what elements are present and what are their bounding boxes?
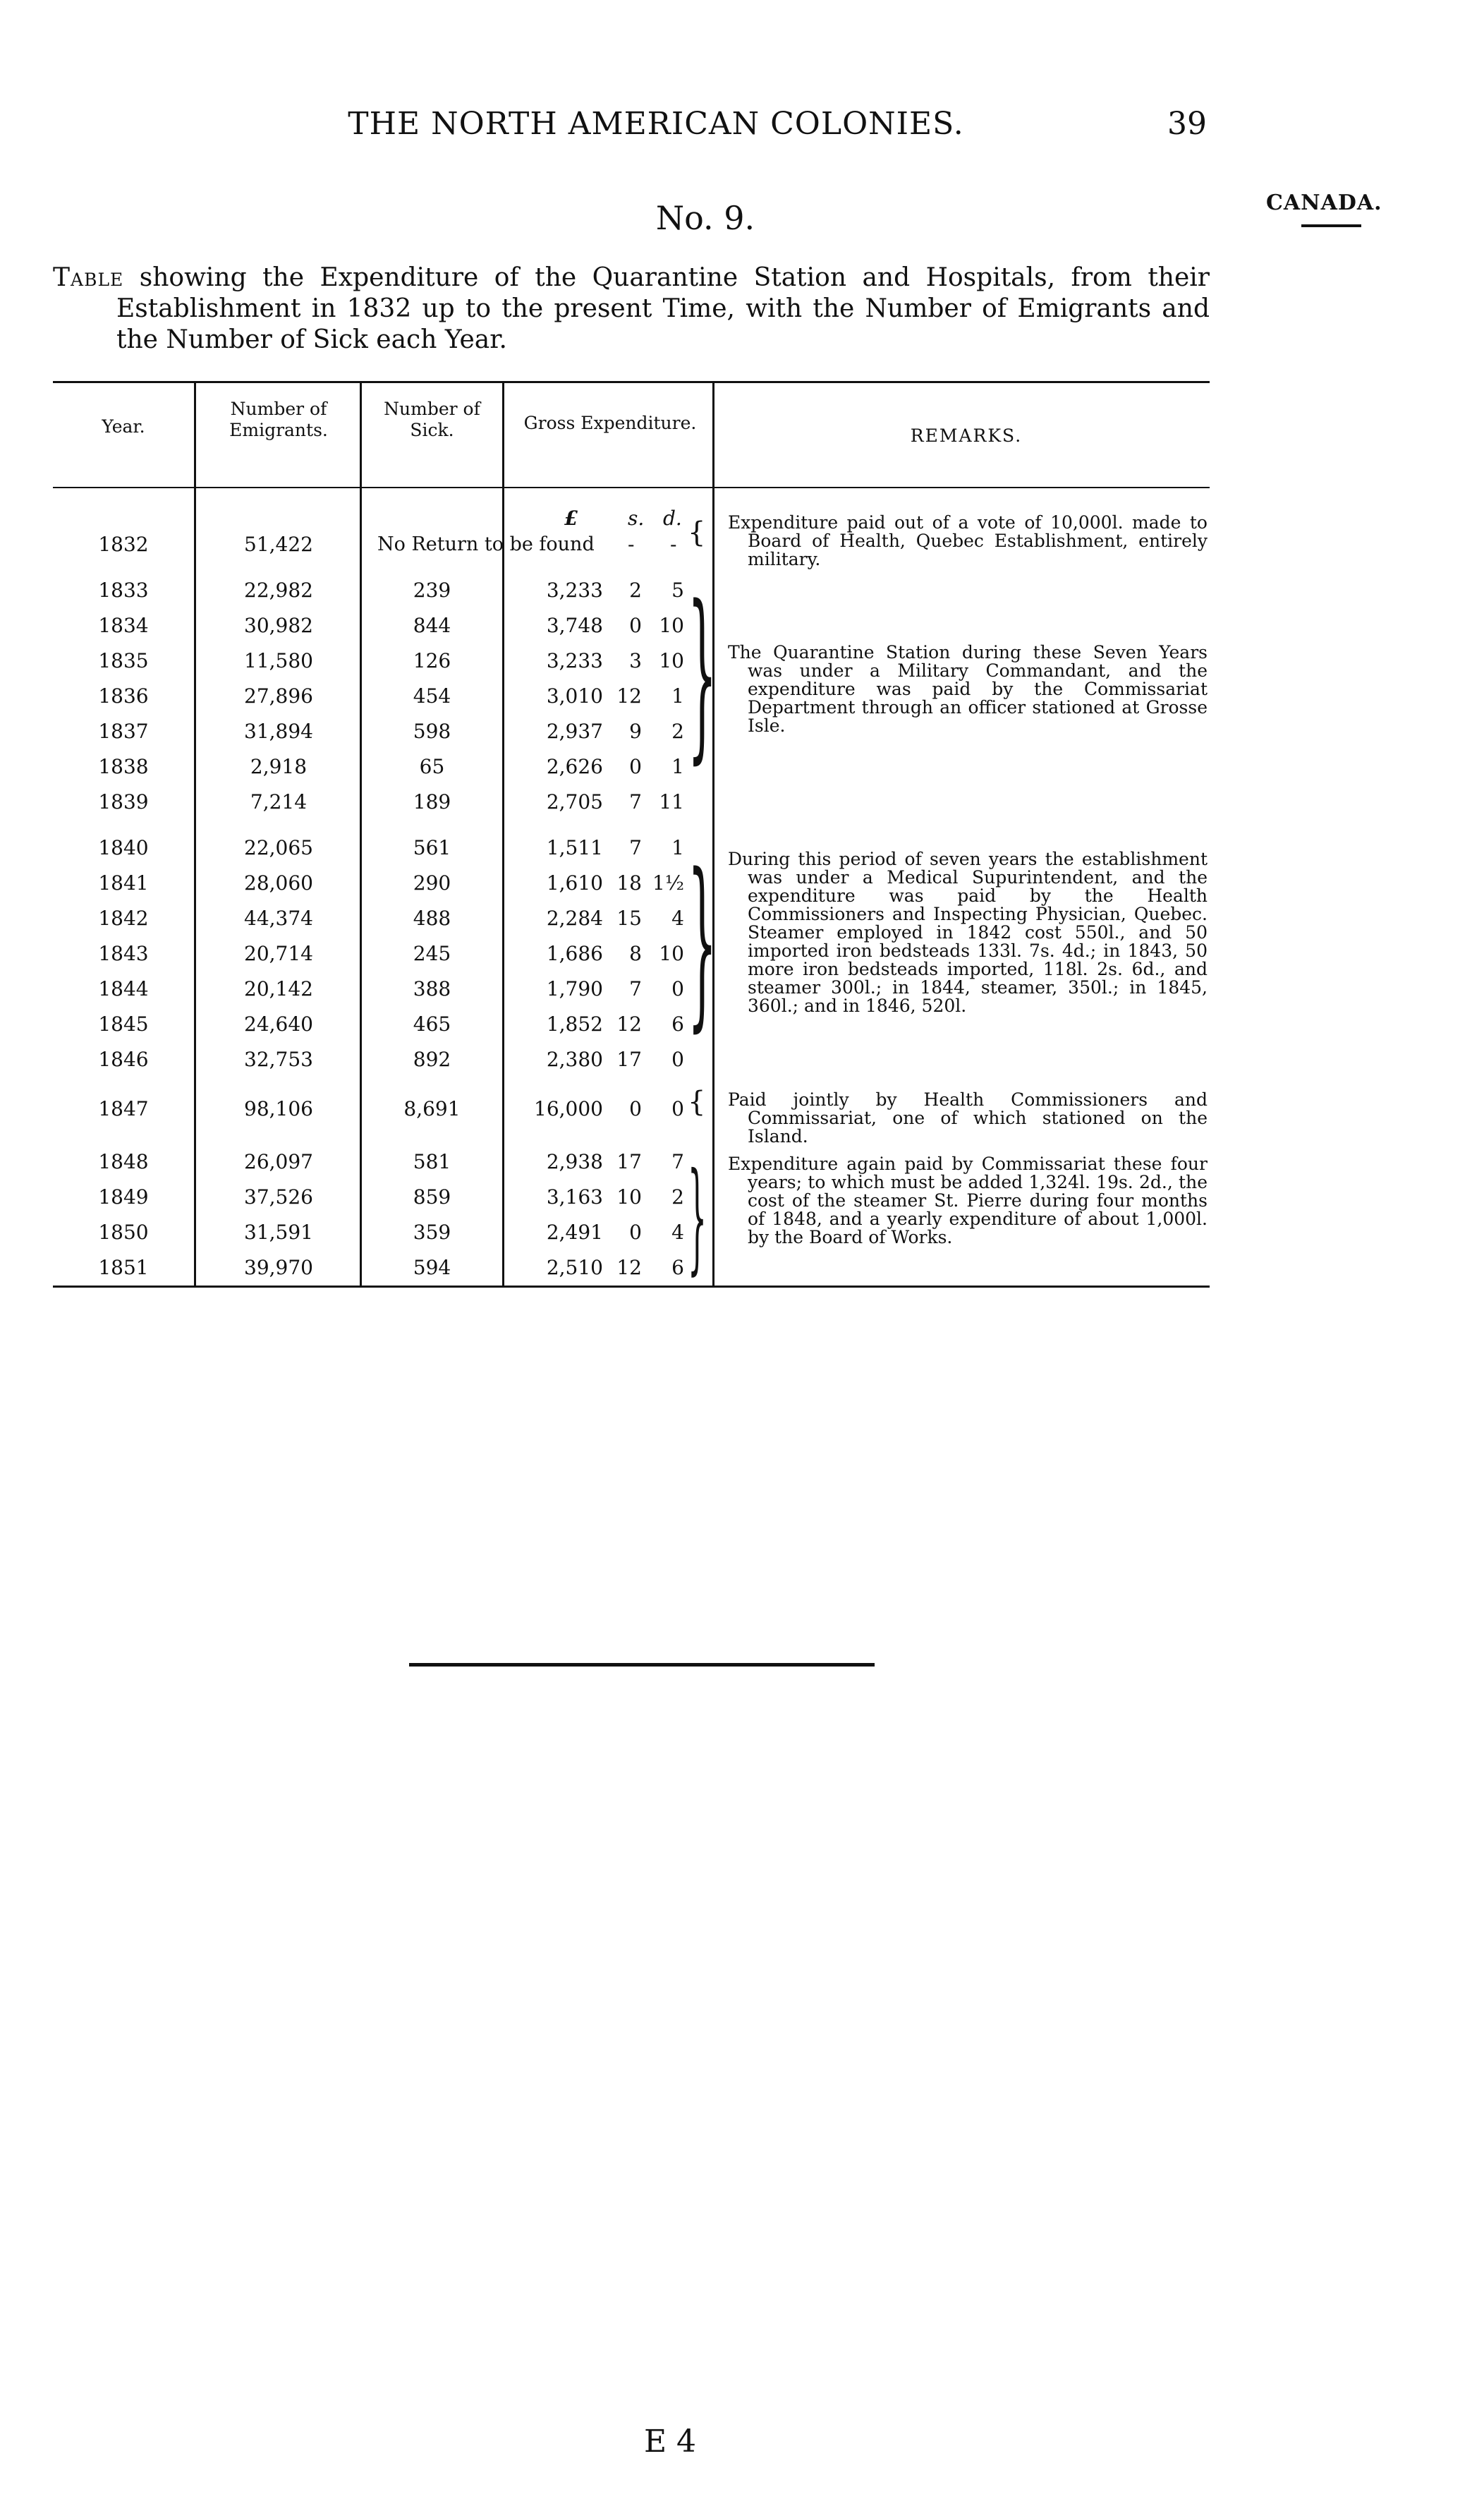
cell-sick: 65 [419,755,445,778]
cell-emigrants: 51,422 [244,533,313,556]
cell-pence: 10 [659,614,684,637]
cell-sick: 454 [413,684,451,708]
cell-emigrants: 20,714 [244,942,313,965]
brace-1848-1851: } [688,1147,707,1287]
cell-pence: 6 [671,1256,684,1279]
cell-emigrants: 20,142 [244,977,313,1000]
cell-year: 1842 [98,907,149,930]
caption-lead: Table [53,263,124,292]
currency-pence-label: d. [663,507,682,530]
brace-1840-1846: } [688,835,717,1048]
cell-pence: 0 [671,1097,684,1120]
cell-pence: 0 [671,977,684,1000]
header-bottom-rule [53,487,1210,488]
header-year: Year. [102,416,145,437]
cell-pounds: - [628,533,635,556]
column-divider [194,381,196,1286]
cell-pounds: 2,937 [546,720,603,743]
page-number: 39 [1167,106,1207,142]
cell-emigrants: 28,060 [244,871,313,895]
cell-pounds: 2,284 [546,907,603,930]
cell-pounds: 2,626 [546,755,603,778]
brace-1832: { [688,516,706,549]
cell-sick: 290 [413,871,451,895]
cell-shillings: 17 [616,1048,642,1071]
cell-pounds: 2,938 [546,1150,603,1173]
cell-pence: 10 [659,942,684,965]
cell-sick: 359 [413,1221,451,1244]
cell-shillings: 7 [629,977,642,1000]
column-divider [502,381,504,1286]
header-expenditure: Gross Expenditure. [523,413,697,433]
cell-year: 1841 [98,871,149,895]
table-top-rule [53,381,1210,383]
cell-shillings: 17 [616,1150,642,1173]
cell-pence: 11 [659,790,684,814]
cell-sick: 465 [413,1012,451,1036]
cell-sick: No Return to be found [377,533,595,555]
cell-emigrants: 11,580 [244,649,313,672]
table-number: No. 9. [655,199,755,237]
cell-year: 1834 [98,614,149,637]
cell-shillings: 2 [629,579,642,602]
cell-pence: 0 [671,1048,684,1071]
cell-emigrants: 24,640 [244,1012,313,1036]
cell-emigrants: 22,065 [244,836,313,859]
cell-sick: 189 [413,790,451,814]
remark-1847: Paid jointly by Health Commissioners and Commissariat, one of which stationed on the Island. [728,1089,1208,1147]
remark-1833-1839: The Quarantine Station during these Seven Years was under a Military Commandant, and the expenditure was paid by the Commissariat Department through an officer stationed at Grosse Isle. [728,642,1208,736]
cell-year: 1835 [98,649,149,672]
cell-emigrants: 37,526 [244,1185,313,1209]
cell-pence: 2 [671,720,684,743]
cell-shillings: 12 [616,1012,642,1036]
cell-pounds: 16,000 [534,1097,603,1120]
cell-sick: 859 [413,1185,451,1209]
cell-sick: 598 [413,720,451,743]
cell-sick: 561 [413,836,451,859]
brace-1833-1839: } [688,567,717,780]
cell-pence: 1 [671,684,684,708]
cell-year: 1845 [98,1012,149,1036]
cell-year: 1837 [98,720,149,743]
cell-sick: 239 [413,579,451,602]
cell-emigrants: 39,970 [244,1256,313,1279]
cell-pounds: 3,748 [546,614,603,637]
cell-pounds: 1,852 [546,1012,603,1036]
cell-shillings: 15 [616,907,642,930]
bottom-rule [409,1663,875,1667]
cell-pence: 2 [671,1185,684,1209]
cell-year: 1850 [98,1221,149,1244]
cell-shillings: 12 [616,1256,642,1279]
header-emigrants: Number of Emigrants. [229,399,328,440]
cell-shillings: 7 [629,836,642,859]
cell-shillings: 0 [629,1221,642,1244]
cell-emigrants: 31,591 [244,1221,313,1244]
currency-pounds-label: £ [564,507,578,530]
cell-year: 1851 [98,1256,149,1279]
cell-shillings: 0 [629,614,642,637]
caption-text: showing the Expenditure of the Quarantine Station and Hospitals, from their Establishment in 1832 up to the present Time, with the Number of Emigrants and the Number of Sick each Year. [116,263,1210,354]
remark-1848-1851: Expenditure again paid by Commissariat these four years; to which must be added 1,324l. 19s. 2d., the cost of the steamer St. Pierre during four months of 1848, and a yearly expenditure of about 1,000l. by the Board of Works. [728,1154,1208,1247]
cell-emigrants: 26,097 [244,1150,313,1173]
signature-mark: E 4 [643,2424,697,2460]
cell-year: 1832 [98,533,149,556]
cell-shillings: 0 [629,755,642,778]
cell-sick: 245 [413,942,451,965]
cell-shillings: 0 [629,1097,642,1120]
cell-pounds: 2,510 [546,1256,603,1279]
cell-pence: 1 [671,836,684,859]
cell-year: 1847 [98,1097,149,1120]
cell-shillings: 7 [629,790,642,814]
cell-pence: 5 [671,579,684,602]
cell-pounds: 1,686 [546,942,603,965]
cell-emigrants: 27,896 [244,684,313,708]
cell-year: 1840 [98,836,149,859]
cell-sick: 8,691 [403,1097,461,1120]
cell-year: 1838 [98,755,149,778]
cell-emigrants: 30,982 [244,614,313,637]
cell-emigrants: 32,753 [244,1048,313,1071]
cell-sick: 388 [413,977,451,1000]
side-note-underline [1301,224,1361,227]
cell-pence: 4 [671,907,684,930]
cell-pounds: 2,491 [546,1221,603,1244]
column-divider [360,381,362,1286]
cell-pence: 6 [671,1012,684,1036]
cell-sick: 488 [413,907,451,930]
cell-year: 1849 [98,1185,149,1209]
cell-emigrants: 44,374 [244,907,313,930]
table-bottom-rule [53,1286,1210,1288]
cell-sick: 844 [413,614,451,637]
brace-1847: { [688,1086,706,1118]
cell-pounds: 2,380 [546,1048,603,1071]
cell-pounds: 3,233 [546,649,603,672]
cell-shillings: 8 [629,942,642,965]
header-sick: Number of Sick. [384,399,480,440]
cell-pence: 10 [659,649,684,672]
cell-emigrants: 31,894 [244,720,313,743]
cell-pounds: 1,610 [546,871,603,895]
cell-pence: - [670,533,677,556]
cell-pounds: 3,010 [546,684,603,708]
cell-shillings: 9 [629,720,642,743]
cell-pounds: 3,233 [546,579,603,602]
remark-1840-1846: During this period of seven years the establishment was under a Medical Supurintendent, and the expenditure was paid by the Health Commissioners and Inspecting Physician, Quebec. Steamer employed in 1842 cost 550l., and 50 imported iron bedsteads 133l. 7s. 4d.; in 1843, 50 more iron bedsteads imported, 118l. 2s. 6d., and steamer 300l.; in 1844, steamer, 350l.; in 1845, 360l.; and in 1846, 520l. [728,849,1208,1016]
cell-shillings: 3 [629,649,642,672]
cell-pence: 1½ [652,871,684,895]
cell-sick: 581 [413,1150,451,1173]
cell-sick: 892 [413,1048,451,1071]
cell-shillings: 12 [616,684,642,708]
cell-year: 1833 [98,579,149,602]
cell-emigrants: 22,982 [244,579,313,602]
side-note: CANADA. [1266,190,1382,215]
cell-emigrants: 2,918 [250,755,308,778]
header-remarks: REMARKS. [910,425,1023,446]
cell-year: 1844 [98,977,149,1000]
remark-1832: Expenditure paid out of a vote of 10,000l. made to Board of Health, Quebec Establishment, entirely military. [728,512,1208,569]
running-head: THE NORTH AMERICAN COLONIES. [348,106,964,142]
cell-pounds: 1,790 [546,977,603,1000]
cell-shillings: 10 [616,1185,642,1209]
currency-shillings-label: s. [628,507,645,530]
cell-shillings: 18 [616,871,642,895]
cell-pence: 7 [671,1150,684,1173]
cell-emigrants: 98,106 [244,1097,313,1120]
cell-year: 1848 [98,1150,149,1173]
cell-emigrants: 7,214 [250,790,308,814]
cell-sick: 594 [413,1256,451,1279]
cell-sick: 126 [413,649,451,672]
cell-pounds: 2,705 [546,790,603,814]
cell-year: 1846 [98,1048,149,1071]
cell-year: 1836 [98,684,149,708]
cell-year: 1843 [98,942,149,965]
cell-pounds: 3,163 [546,1185,603,1209]
cell-pence: 4 [671,1221,684,1244]
cell-pence: 1 [671,755,684,778]
cell-year: 1839 [98,790,149,814]
cell-pounds: 1,511 [546,836,603,859]
table-caption [53,262,1210,356]
